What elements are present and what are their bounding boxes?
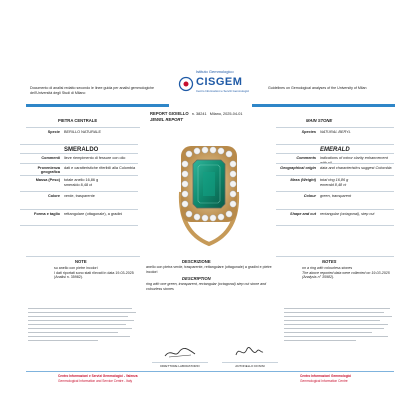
right-value: indications of minor clarity enhancement <box>320 156 388 160</box>
left-value: rettangolare (ottagonale), a gradini <box>64 212 123 216</box>
signature-line-right <box>222 362 278 363</box>
right-label: Geographical origin <box>280 166 316 170</box>
right-value: rectangular (octagonal), step cut <box>320 212 375 216</box>
description-text-it: anello con pietra verde, trasparente, rettangolare (ottagonale) a gradini e pietre incolori <box>146 265 272 274</box>
header-rule-left <box>26 104 169 107</box>
right-row-rule <box>276 209 394 210</box>
left-heading-rule <box>26 127 140 128</box>
logo-text: CISGEM <box>196 76 243 88</box>
notes-left-heading: NOTE <box>75 259 87 264</box>
right-row-rule <box>276 175 394 176</box>
report-title-en: JEWEL REPORT <box>150 117 183 122</box>
right-row-rule <box>276 163 394 164</box>
left-row-rule <box>20 163 138 164</box>
header-rule-right <box>252 104 395 107</box>
report-title-it: REPORT GIOIELLO n. 38241 Milano, 2025-04-01 <box>150 111 243 116</box>
footer-rule <box>26 371 394 372</box>
notes-left-text: su anello con pietre incolori I dati riportati sono stati rilevati in data 19-03-2025 (Analisi n. 35982). <box>54 266 134 280</box>
right-row-rule <box>276 225 394 226</box>
left-value: BERILLO NATURALE <box>64 130 102 134</box>
description-text-en: ring with one green, transparent, rectangular (octagonal) step cut stone and colourless stones <box>146 282 267 291</box>
notes-right-text: on a ring with colourless stones The above reported data were collected on 19-03-2025 (Analysis n° 35982). <box>302 266 390 280</box>
signature-right-label: ANTONELLO DONINI <box>235 364 265 368</box>
right-label: Mass (Weight) <box>290 178 316 182</box>
header-left-note: Documento di analisi redatto secondo le linee guida per analisi gemmologiche dell'Università degli Studi di Milano <box>30 86 155 95</box>
left-value: dati e caratteristiche riferibili alla Colombia <box>64 166 136 170</box>
signature-left-icon <box>163 346 197 360</box>
institute-logo <box>160 70 260 98</box>
notes-right-heading: NOTES <box>322 259 337 264</box>
left-row-rule <box>20 144 138 145</box>
left-label: Specie <box>47 130 60 134</box>
signature-line-left <box>152 362 208 363</box>
left-value: totale anello 16,86 g smeraldo 8,48 ct <box>64 178 99 187</box>
footer-right-sub: Gemmological Information Centre <box>300 379 348 383</box>
ring-photo <box>161 132 257 254</box>
logo-mark-icon <box>178 76 194 92</box>
left-row-rule <box>20 153 138 154</box>
notes-rule-left <box>26 256 140 257</box>
signature-right-icon <box>233 343 265 361</box>
left-label: Forma e taglio <box>34 212 60 216</box>
right-value: EMERALD <box>320 147 350 153</box>
right-row-rule <box>276 191 394 192</box>
description-heading-en: DESCRIPTION <box>182 276 211 281</box>
header-right-note: Guidelines on Gemological analyses of the University of Milan <box>268 86 367 90</box>
left-value: SMERALDO <box>64 147 99 153</box>
ring-image <box>161 132 257 254</box>
left-heading: PIETRA CENTRALE <box>58 118 98 123</box>
right-value: NATURAL BERYL <box>320 130 351 134</box>
description-heading-it: DESCRIZIONE <box>182 259 211 264</box>
right-heading-rule <box>276 127 394 128</box>
left-row-rule <box>20 225 138 226</box>
left-value: lieve riempimento di fessure con olio <box>64 156 126 160</box>
left-row-rule <box>20 191 138 192</box>
right-value: total ring 16,86 g emerald 8,48 ct <box>320 178 349 187</box>
footer-right-title: Centro Informazioni Gemmologici <box>300 374 352 378</box>
left-row-rule <box>20 175 138 176</box>
left-value: verde, trasparente <box>64 194 95 198</box>
right-label: Species <box>301 130 316 134</box>
left-label: Colore <box>47 194 60 198</box>
logo-sub: Centro Informazioni e Servizi Gemmologici <box>196 89 250 93</box>
left-label: Commenti <box>41 156 60 160</box>
left-label: Massa (Peso) <box>35 178 60 182</box>
right-value: data and characteristics suggest Colombia <box>320 166 392 170</box>
institute-small: Istituto Gemmologico <box>196 69 234 74</box>
left-label: Provenienza geografica <box>37 166 60 174</box>
right-row-rule <box>276 144 394 145</box>
footer-left-title: Centro Informazioni e Servizi Gemmologici - Valenza <box>58 374 138 378</box>
footer-left-sub: Gemmological Information and Service Centre - Italy <box>58 379 133 383</box>
right-row-rule <box>276 153 394 154</box>
right-heading: MAIN STONE <box>306 118 333 123</box>
signature-left-label: DIRETTORE LABORATORIO <box>160 364 200 368</box>
right-label: Comments <box>296 156 316 160</box>
right-label: Colour <box>303 194 316 198</box>
right-label: Shape and cut <box>290 212 316 216</box>
right-value: green, transparent <box>320 194 352 198</box>
left-row-rule <box>20 209 138 210</box>
notes-rule-right <box>276 256 394 257</box>
